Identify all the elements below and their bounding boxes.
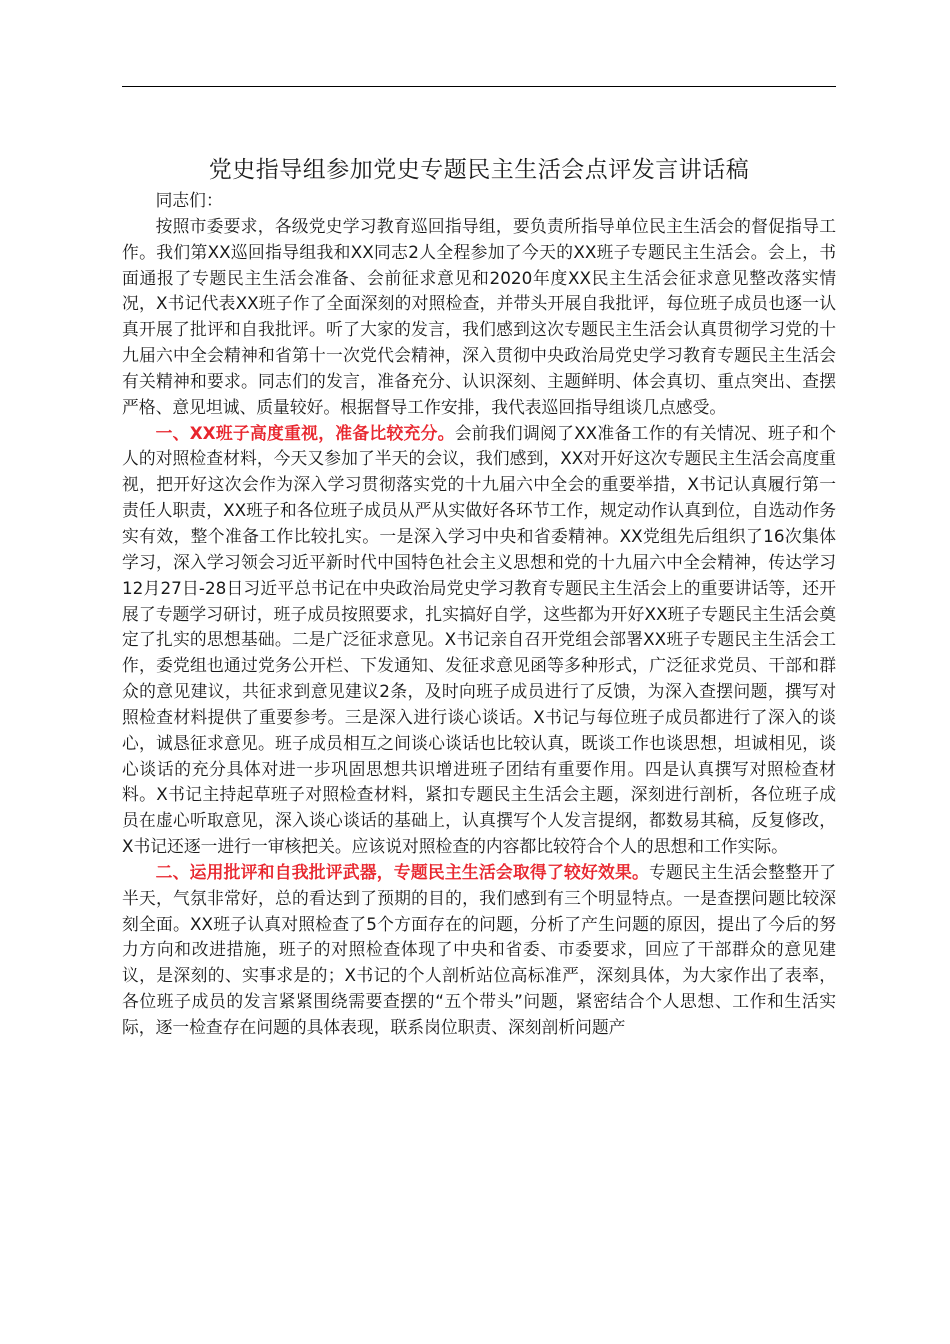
document-body bbox=[122, 188, 836, 1041]
intro-paragraph: 按照市委要求，各级党史学习教育巡回指导组，要负责所指导单位民主生活会的督促指导工作。我们第XX巡回指导组我和XX同志2人全程参加了今天的XX班子专题民主生活会。会上，书面通报了专题民主生活会准备、会前征求意见和2020年度XX民主生活会征求意见整改落实情况，X书记代表XX班子作了全面深刻的对照检查，并带头开展自我批评，每位班子成员也逐一认真开展了批评和自我批评。听了大家的发言，我们感到这次专题民主生活会认真贯彻学习党的十九届六中全会精神和省第十一次党代会精神，深入贯彻中央政治局党史学习教育专题民主生活会有关精神和要求。同志们的发言，准备充分、认识深刻、主题鲜明、体会真切、重点突出、查摆严格、意见坦诚、质量较好。根据督导工作安排，我代表巡回指导组谈几点感受。 bbox=[122, 215, 836, 417]
section-2-paragraph bbox=[122, 860, 836, 1041]
section-1-body: 会前我们调阅了XX准备工作的有关情况、班子和个人的对照检查材料，今天又参加了半天的会议，我们感到，XX对开好这次专题民主生活会高度重视，把开好这次会作为深入学习贯彻落实党的十九届六中全会的重要举措，X书记认真履行第一责任人职责，XX班子和各位班子成员从严从实做好各环节工作，规定动作认真到位，自选动作务实有效，整个准备工作比较扎实。一是深入学习中央和省委精神。XX党组先后组织了16次集体学习，深入学习领会习近平新时代中国特色社会主义思想和党的十九届六中全会精神，传达学习12月27日-28日习近平总书记在中央政治局党史学习教育专题民主生活会上的重要讲话等，还开展了专题学习研讨，班子成员按照要求，扎实搞好自学，这些都为开好XX班子专题民主生活会奠定了扎实的思想基础。二是广泛征求意见。X书记亲自召开党组会部署XX班子专题民主生活会工作，委党组也通过党务公开栏、下发通知、发征求意见函等多种形式，广泛征求党员、干部和群众的意见建议，共征求到意见建议2条，及时向班子成员进行了反馈，为深入查摆问题，撰写对照检查材料提供了重要参考。三是深入进行谈心谈话。X书记与每位班子成员都进行了深入的谈心，诚恳征求意见。班子成员相互之间谈心谈话也比较认真，既谈工作也谈思想，坦诚相见，谈心谈话的充分具体对进一步巩固思想共识增进班子团结有重要作用。四是认真撰写对照检查材料。X书记主持起草班子对照检查材料，紧扣专题民主生活会主题，深刻进行剖析，各位班子成员在虚心听取意见，深入谈心谈话的基础上，认真撰写个人发言提纲，都数易其稿，反复修改，X书记还逐一进行一审核把关。应该说对照检查的内容都比较符合个人的思想和工作实际。 bbox=[122, 422, 836, 857]
header-rule bbox=[122, 86, 836, 87]
salutation: 同志们： bbox=[155, 190, 223, 210]
section-2-body: 专题民主生活会整整开了半天，气氛非常好，总的看达到了预期的目的，我们感到有三个明显特点。一是查摆问题比较深刻全面。XX班子认真对照检查了5个方面存在的问题，分析了产生问题的原因，提出了今后的努力方向和改进措施，班子的对照检查体现了中央和省委、市委要求，回应了干部群众的意见建议，是深刻的、实事求是的；X书记的个人剖析站位高标准严，深刻具体，为大家作出了表率，各位班子成员的发言紧紧围绕需要查摆的“五个带头”问题，紧密结合个人思想、工作和生活实际，逐一检查存在问题的具体表现，联系岗位职责、深刻剖析问题产 bbox=[122, 861, 836, 1037]
section-2-heading: 二、运用批评和自我批评武器，专题民主生活会取得了较好效果。 bbox=[155, 861, 650, 882]
section-1-paragraph bbox=[122, 421, 836, 860]
section-1-heading: 一、XX班子高度重视，准备比较充分。 bbox=[155, 422, 455, 443]
document-title: 党史指导组参加党史专题民主生活会点评发言讲话稿 bbox=[208, 157, 750, 183]
